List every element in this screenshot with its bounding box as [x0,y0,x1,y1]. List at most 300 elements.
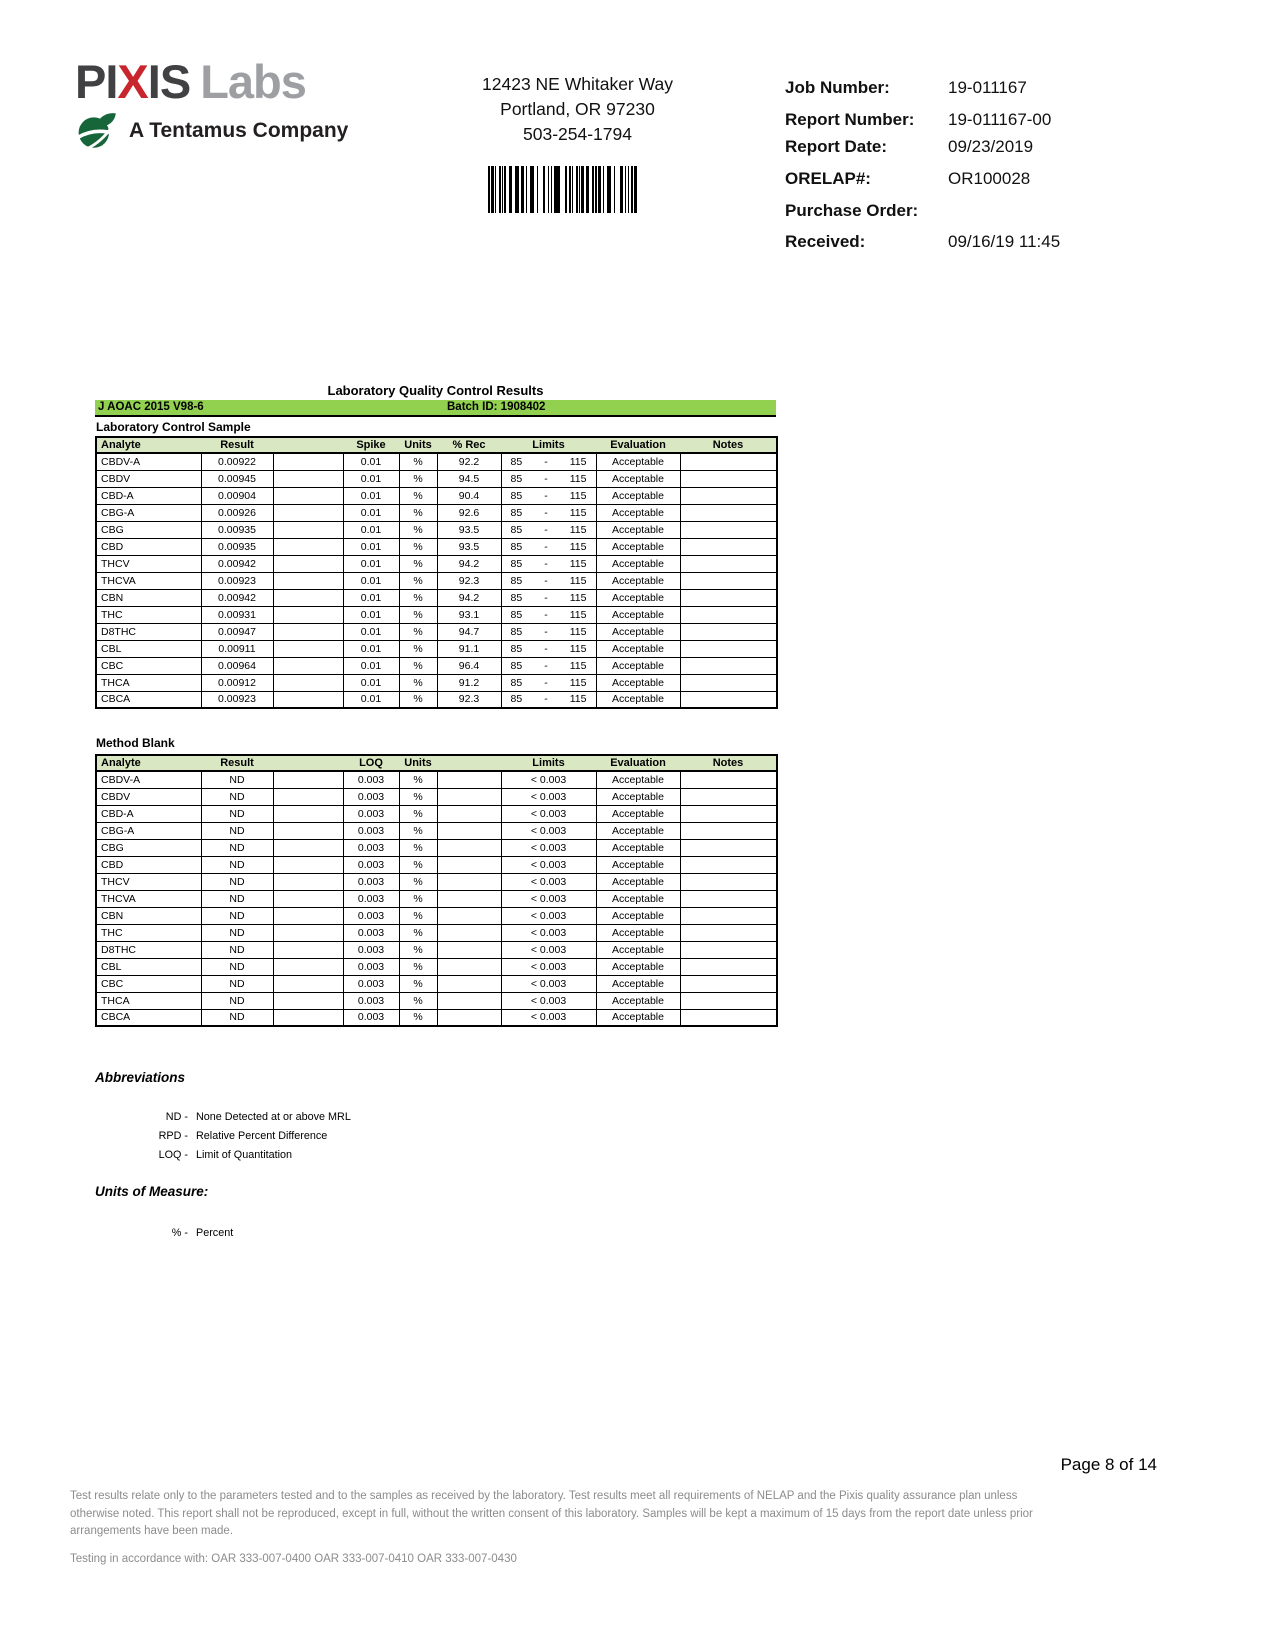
column-header: Result [201,755,273,771]
column-header: Units [399,755,437,771]
limit-value: - [544,472,548,485]
address-phone: 503-254-1794 [523,124,632,144]
result-cell: 0.00945 [201,470,273,487]
limits-cell [501,691,596,708]
evaluation-cell: Acceptable [596,805,680,822]
report-date-value: 09/23/2019 [948,137,1034,156]
purchase-order-label: Purchase Order: [785,201,919,220]
limit-value: 115 [569,693,587,706]
blank-cell [273,674,343,691]
orelap-row [785,169,1030,189]
notes-cell [680,589,777,606]
column-header: Spike [343,437,399,453]
mb-table-row [96,771,777,788]
blank-cell [273,958,343,975]
result-cell: ND [201,890,273,907]
evaluation-cell: Acceptable [596,992,680,1009]
blank-cell [273,521,343,538]
evaluation-cell: Acceptable [596,788,680,805]
evaluation-cell: Acceptable [596,640,680,657]
rec-cell: 94.7 [437,623,501,640]
analyte-cell: THCVA [96,572,201,589]
blank-cell [437,924,501,941]
job-number-label: Job Number: [785,78,890,97]
evaluation-cell: Acceptable [596,555,680,572]
disclaimer-line-2: otherwise noted. This report shall not be reproduced, except in full, without the written consent of this laboratory. Samples will be kept a maximum of 15 days from the report date unless prior [70,1507,1033,1520]
result-cell: 0.00964 [201,657,273,674]
column-header [273,437,343,453]
lcs-table-row [96,521,777,538]
footer-disclaimer [70,1488,1090,1541]
column-header: Limits [501,755,596,771]
evaluation-cell: Acceptable [596,958,680,975]
units-cell: % [399,657,437,674]
logo-x: X [117,55,148,108]
evaluation-cell: Acceptable [596,521,680,538]
lcs-table-row [96,606,777,623]
result-cell: 0.00942 [201,555,273,572]
limit-value: 85 [510,625,523,638]
lcs-table [95,436,778,709]
mb-table-row [96,1009,777,1026]
qc-method: J AOAC 2015 V98-6 [98,401,204,413]
orelap-value: OR100028 [948,169,1031,188]
column-header [437,755,501,771]
abbr-key: % - [171,1227,188,1239]
spike-cell: 0.01 [343,606,399,623]
abbr-text: Percent [196,1227,234,1239]
limits-cell [501,504,596,521]
rec-cell: 94.5 [437,470,501,487]
result-cell: ND [201,822,273,839]
mb-table-row [96,788,777,805]
received-value: 09/16/19 11:45 [948,232,1061,251]
loq-cell: 0.003 [343,958,399,975]
analyte-cell: CBG-A [96,504,201,521]
limit-value: - [544,676,548,689]
limits-cell [501,674,596,691]
analyte-cell: CBD [96,538,201,555]
evaluation-cell: Acceptable [596,822,680,839]
result-cell: ND [201,924,273,941]
abbr-text: Relative Percent Difference [196,1130,328,1142]
loq-cell: 0.003 [343,924,399,941]
evaluation-cell: Acceptable [596,572,680,589]
limit-value: - [544,557,548,570]
loq-cell: 0.003 [343,992,399,1009]
result-cell: ND [201,771,273,788]
limits-cell: < 0.003 [501,788,596,805]
blank-cell [273,992,343,1009]
limit-value: 115 [569,523,587,536]
analyte-cell: THCVA [96,890,201,907]
mb-table-row [96,890,777,907]
result-cell: ND [201,839,273,856]
report-number-label: Report Number: [785,110,915,129]
analyte-cell: CBD-A [96,805,201,822]
job-number-value: 19-011167 [948,78,1027,97]
spike-cell: 0.01 [343,453,399,470]
lcs-table-row [96,623,777,640]
units-cell: % [399,606,437,623]
result-cell: 0.00935 [201,538,273,555]
units-cell: % [399,873,437,890]
units-cell: % [399,907,437,924]
limits-cell: < 0.003 [501,771,596,788]
rec-cell: 91.1 [437,640,501,657]
limit-value: 115 [569,472,587,485]
notes-cell [680,822,777,839]
received-row [785,232,1060,252]
spike-cell: 0.01 [343,555,399,572]
result-cell: ND [201,975,273,992]
evaluation-cell: Acceptable [596,941,680,958]
loq-cell: 0.003 [343,907,399,924]
units-cell: % [399,640,437,657]
evaluation-cell: Acceptable [596,907,680,924]
analyte-cell: THCV [96,555,201,572]
column-header: Analyte [96,437,201,453]
mb-table-row [96,941,777,958]
blank-cell [273,975,343,992]
limit-value: 115 [569,489,587,502]
notes-cell [680,691,777,708]
disclaimer-line-3: arrangements have been made. [70,1525,234,1537]
blank-cell [273,839,343,856]
limits-cell: < 0.003 [501,1009,596,1026]
analyte-cell: CBG [96,839,201,856]
lcs-header-row [96,437,777,453]
limits-cell: < 0.003 [501,975,596,992]
lcs-table-row [96,453,777,470]
blank-cell [437,805,501,822]
blank-cell [273,805,343,822]
abbreviations-list [110,1108,351,1165]
limit-value: - [544,591,548,604]
notes-cell [680,521,777,538]
spike-cell: 0.01 [343,691,399,708]
limit-value: - [544,693,548,706]
evaluation-cell: Acceptable [596,839,680,856]
limit-value: 85 [510,591,523,604]
units-cell: % [399,856,437,873]
units-cell: % [399,538,437,555]
notes-cell [680,805,777,822]
lab-address [455,72,700,147]
result-cell: 0.00935 [201,521,273,538]
evaluation-cell: Acceptable [596,771,680,788]
lcs-table-row [96,657,777,674]
address-line-2: Portland, OR 97230 [500,99,655,119]
blank-cell [273,640,343,657]
mb-table [95,754,778,1027]
limit-value: 115 [569,676,587,689]
units-cell: % [399,521,437,538]
analyte-cell: CBN [96,907,201,924]
blank-cell [273,941,343,958]
lcs-section-title: Laboratory Control Sample [96,420,251,434]
qc-batch-id: Batch ID: 1908402 [447,401,546,413]
orelap-label: ORELAP#: [785,169,871,188]
page-number: Page 8 of 14 [1060,1455,1157,1474]
analyte-cell: CBDV [96,470,201,487]
units-cell: % [399,975,437,992]
column-header: LOQ [343,755,399,771]
logo-wordmark [75,55,348,108]
blank-cell [273,555,343,572]
blank-cell [273,572,343,589]
result-cell: 0.00923 [201,691,273,708]
notes-cell [680,606,777,623]
loq-cell: 0.003 [343,1009,399,1026]
notes-cell [680,623,777,640]
analyte-cell: CBCA [96,691,201,708]
evaluation-cell: Acceptable [596,924,680,941]
report-date-row [785,137,1033,157]
result-cell: ND [201,992,273,1009]
rec-cell: 93.5 [437,538,501,555]
blank-cell [273,856,343,873]
footer-testing-accordance: Testing in accordance with: OAR 333-007-0400 OAR 333-007-0410 OAR 333-007-0430 [70,1553,517,1565]
address-line-1: 12423 NE Whitaker Way [482,74,673,94]
spike-cell: 0.01 [343,623,399,640]
blank-cell [437,1009,501,1026]
mb-header-row [96,755,777,771]
limits-cell [501,623,596,640]
blank-cell [273,890,343,907]
blank-cell [437,822,501,839]
units-of-measure-list [110,1224,233,1243]
limit-value: 115 [569,506,587,519]
limits-cell [501,657,596,674]
purchase-order-row [785,201,948,221]
spike-cell: 0.01 [343,521,399,538]
abbr-key: ND - [165,1111,188,1123]
tentamus-leaf-icon [77,111,117,151]
abbreviations-title: Abbreviations [95,1070,186,1085]
analyte-cell: THC [96,924,201,941]
result-cell: 0.00926 [201,504,273,521]
notes-cell [680,975,777,992]
limits-cell [501,555,596,572]
mb-table-row [96,856,777,873]
analyte-cell: CBG-A [96,822,201,839]
limit-value: - [544,489,548,502]
limit-value: - [544,540,548,553]
analyte-cell: CBD-A [96,487,201,504]
rec-cell: 90.4 [437,487,501,504]
units-cell: % [399,1009,437,1026]
spike-cell: 0.01 [343,589,399,606]
column-header: Units [399,437,437,453]
mb-table-row [96,805,777,822]
blank-cell [437,992,501,1009]
blank-cell [273,924,343,941]
loq-cell: 0.003 [343,856,399,873]
lcs-table-row [96,538,777,555]
rec-cell: 93.5 [437,521,501,538]
rec-cell: 92.6 [437,504,501,521]
analyte-cell: CBDV [96,788,201,805]
evaluation-cell: Acceptable [596,975,680,992]
limits-cell: < 0.003 [501,873,596,890]
limit-value: - [544,523,548,536]
notes-cell [680,538,777,555]
unit-of-measure-item [110,1224,233,1243]
units-cell: % [399,674,437,691]
evaluation-cell: Acceptable [596,691,680,708]
limits-cell [501,589,596,606]
lcs-table-row [96,674,777,691]
qc-method-bar [95,400,776,417]
spike-cell: 0.01 [343,538,399,555]
notes-cell [680,504,777,521]
result-cell: 0.00904 [201,487,273,504]
result-cell: ND [201,873,273,890]
limit-value: 85 [510,693,523,706]
evaluation-cell: Acceptable [596,674,680,691]
notes-cell [680,487,777,504]
limit-value: 85 [510,523,523,536]
notes-cell [680,992,777,1009]
abbreviation-item [110,1146,351,1165]
logo-text: PI [75,55,118,108]
column-header: Analyte [96,755,201,771]
mb-section-title: Method Blank [96,736,175,750]
spike-cell: 0.01 [343,504,399,521]
loq-cell: 0.003 [343,822,399,839]
analyte-cell: CBL [96,958,201,975]
notes-cell [680,924,777,941]
limit-value: 115 [569,608,587,621]
notes-cell [680,873,777,890]
abbreviation-item [110,1108,351,1127]
limits-cell [501,640,596,657]
units-cell: % [399,572,437,589]
column-header: Limits [501,437,596,453]
notes-cell [680,657,777,674]
analyte-cell: THC [96,606,201,623]
units-cell: % [399,805,437,822]
column-header: Result [201,437,273,453]
rec-cell: 93.1 [437,606,501,623]
lcs-table-row [96,504,777,521]
units-cell: % [399,504,437,521]
evaluation-cell: Acceptable [596,606,680,623]
blank-cell [437,975,501,992]
blank-cell [437,856,501,873]
limit-value: - [544,625,548,638]
disclaimer-line-1: Test results relate only to the parameters tested and to the samples as received by the laboratory. Test results meet all requirements of NELAP and the Pixis quality assurance plan unless [70,1490,1018,1502]
mb-table-row [96,958,777,975]
units-cell: % [399,453,437,470]
blank-cell [273,907,343,924]
units-cell: % [399,822,437,839]
rec-cell: 94.2 [437,555,501,572]
limits-cell: < 0.003 [501,856,596,873]
notes-cell [680,788,777,805]
result-cell: 0.00922 [201,453,273,470]
abbr-key: LOQ - [158,1149,188,1161]
spike-cell: 0.01 [343,640,399,657]
report-number-value: 19-011167-00 [948,110,1052,129]
evaluation-cell: Acceptable [596,487,680,504]
limit-value: 85 [510,608,523,621]
limits-cell: < 0.003 [501,890,596,907]
notes-cell [680,771,777,788]
analyte-cell: CBDV-A [96,771,201,788]
evaluation-cell: Acceptable [596,856,680,873]
loq-cell: 0.003 [343,975,399,992]
notes-cell [680,839,777,856]
units-cell: % [399,958,437,975]
units-cell: % [399,771,437,788]
blank-cell [273,822,343,839]
limits-cell [501,606,596,623]
notes-cell [680,856,777,873]
barcode [488,166,638,213]
analyte-cell: CBC [96,975,201,992]
blank-cell [273,771,343,788]
result-cell: ND [201,805,273,822]
analyte-cell: CBG [96,521,201,538]
notes-cell [680,640,777,657]
logo-labs: Labs [200,55,306,108]
limits-cell: < 0.003 [501,839,596,856]
blank-cell [437,907,501,924]
analyte-cell: D8THC [96,941,201,958]
units-cell: % [399,941,437,958]
received-label: Received: [785,232,866,251]
limits-cell: < 0.003 [501,822,596,839]
blank-cell [273,1009,343,1026]
column-header [273,755,343,771]
units-cell: % [399,691,437,708]
spike-cell: 0.01 [343,674,399,691]
evaluation-cell: Acceptable [596,657,680,674]
limit-value: 115 [569,540,587,553]
analyte-cell: CBDV-A [96,453,201,470]
rec-cell: 96.4 [437,657,501,674]
logo-text-2: IS [147,55,191,108]
evaluation-cell: Acceptable [596,1009,680,1026]
limit-value: - [544,659,548,672]
abbr-text: None Detected at or above MRL [196,1111,351,1123]
result-cell: 0.00942 [201,589,273,606]
limit-value: 115 [569,642,587,655]
limits-cell: < 0.003 [501,805,596,822]
limit-value: 115 [569,574,587,587]
units-cell: % [399,890,437,907]
limit-value: - [544,506,548,519]
notes-cell [680,958,777,975]
column-header: Notes [680,437,777,453]
notes-cell [680,470,777,487]
result-cell: 0.00912 [201,674,273,691]
rec-cell: 92.3 [437,691,501,708]
limits-cell: < 0.003 [501,958,596,975]
limit-value: 115 [569,659,587,672]
blank-cell [273,606,343,623]
lcs-table-row [96,487,777,504]
loq-cell: 0.003 [343,788,399,805]
limit-value: 85 [510,472,523,485]
blank-cell [273,788,343,805]
limits-cell [501,487,596,504]
column-header: Evaluation [596,755,680,771]
blank-cell [273,487,343,504]
units-cell: % [399,487,437,504]
